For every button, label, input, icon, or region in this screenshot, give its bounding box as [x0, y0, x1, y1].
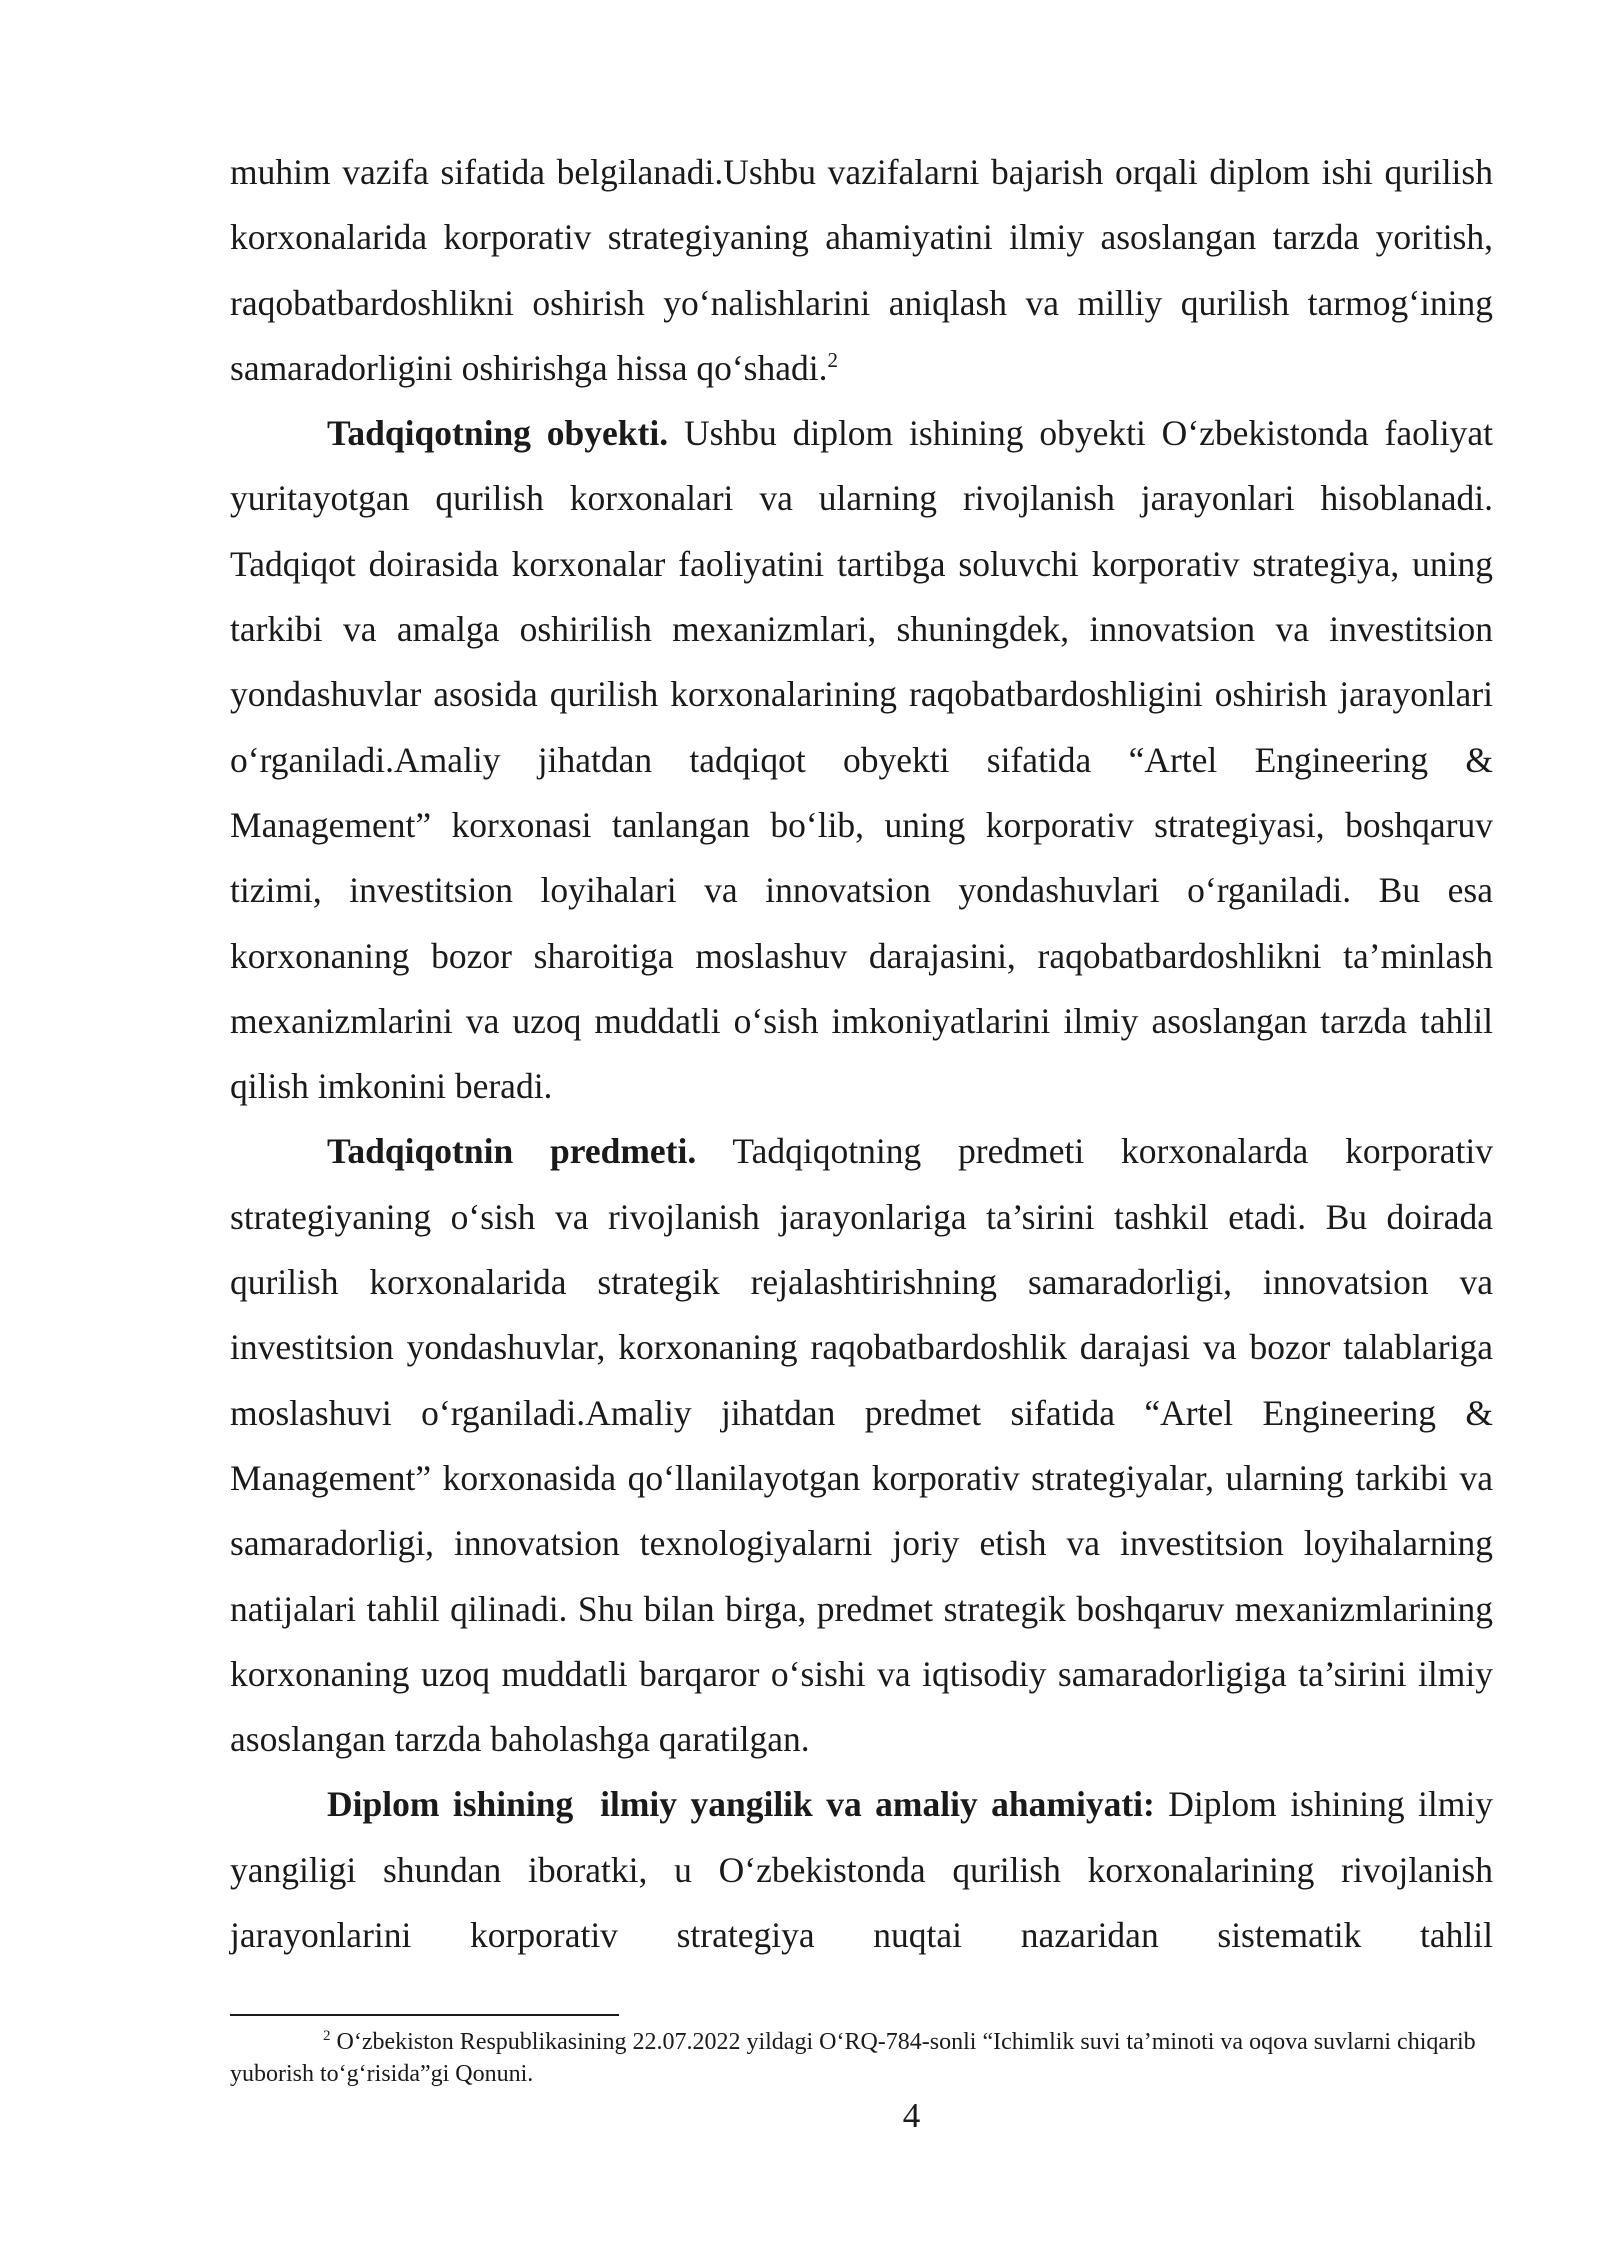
paragraph-text: Ushbu diplom ishining obyekti O‘zbekistonda faoliyat yuritayotgan qurilish korxonalari va ularning rivojlanish jarayonlari hisoblanadi. Tadqiqot doirasida korxonalar faoliyatini tartibga soluvchi korporativ strategiya, uning tarkibi va amalga oshirilish mexanizmlari, shuningdek, innovatsion va investitsion yondashuvlar asosida qurilish korxonalarining raqobatbardoshligini oshirish jarayonlari o‘rganiladi.Amaliy jihatdan tadqiqot obyekti sifatida “Artel Engineering & Management” korxonasi tanlangan bo‘lib, uning korporativ strategiyasi, boshqaruv tizimi, investitsion loyihalari va innovatsion yondashuvlari o‘rganiladi. Bu esa korxonaning bozor sharoitiga moslashuv darajasini, raqobatbardoshlikni ta’minlash mexanizmlarini va uzoq muddatli o‘sish imkoniyatlarini ilmiy asoslangan tarzda tahlil qilish imkonini beradi.	[230, 413, 1493, 1107]
paragraph-research-subject	[230, 1119, 1493, 1772]
paragraph-text: Tadqiqotning predmeti korxonalarda korporativ strategiyaning o‘sish va rivojlanish jarayonlariga ta’sirini tashkil etadi. Bu doirada qurilish korxonalarida strategik rejalashtirishning samaradorligi, innovatsion va investitsion yondashuvlar, korxonaning raqobatbardoshlik darajasi va bozor talablariga moslashuvi o‘rganiladi.Amaliy jihatdan predmet sifatida “Artel Engineering & Management” korxonasida qo‘llanilayotgan korporativ strategiyalar, ularning tarkibi va samaradorligi, innovatsion texnologiyalarni joriy etish va investitsion loyihalarning natijalari tahlil qilinadi. Shu bilan birga, predmet strategik boshqaruv mexanizmlarining korxonaning uzoq muddatli barqaror o‘sishi va iqtisodiy samaradorligiga ta’sirini ilmiy asoslangan tarzda baholashga qaratilgan.	[230, 1131, 1493, 1760]
footnote-separator	[230, 2014, 619, 2016]
footnote-text: O‘zbekiston Respublikasining 22.07.2022 yildagi O‘RQ-784-sonli “Ichimlik suvi ta’minoti va oqova suvlarni chiqarib yuborish to‘g‘risida”gi Qonuni.	[230, 2029, 1476, 2087]
paragraph-research-object	[230, 401, 1493, 1119]
footnote-reference: 2	[827, 348, 838, 373]
section-heading: Tadqiqotnin predmeti.	[327, 1131, 697, 1172]
paragraph-text: Diplom ishining ilmiy yangiligi shundan iboratki, u O‘zbekistonda qurilish korxonalarining rivojlanish jarayonlarini korporativ strategiya nuqtai nazaridan sistematik tahlil	[230, 1784, 1493, 1956]
paragraph-text: muhim vazifa sifatida belgilanadi.Ushbu vazifalarni bajarish orqali diplom ishi qurilish korxonalarida korporativ strategiyaning ahamiyatini ilmiy asoslangan tarzda yoritish, raqobatbardoshlikni oshirish yo‘nalishlarini aniqlash va milliy qurilish tarmog‘ining samaradorligini oshirishga hissa qo‘shadi.	[230, 152, 1493, 388]
section-heading: Tadqiqotning obyekti.	[327, 413, 669, 454]
page-number: 4	[902, 2096, 921, 2135]
footnote-number: 2	[323, 2028, 331, 2044]
paragraph-intro-continuation	[230, 140, 1493, 401]
document-body	[230, 140, 1493, 1968]
paragraph-scientific-novelty	[230, 1772, 1493, 1968]
footnote	[230, 2026, 1493, 2090]
section-heading: Diplom ishining ilmiy yangilik va amaliy ahamiyati:	[327, 1784, 1155, 1825]
